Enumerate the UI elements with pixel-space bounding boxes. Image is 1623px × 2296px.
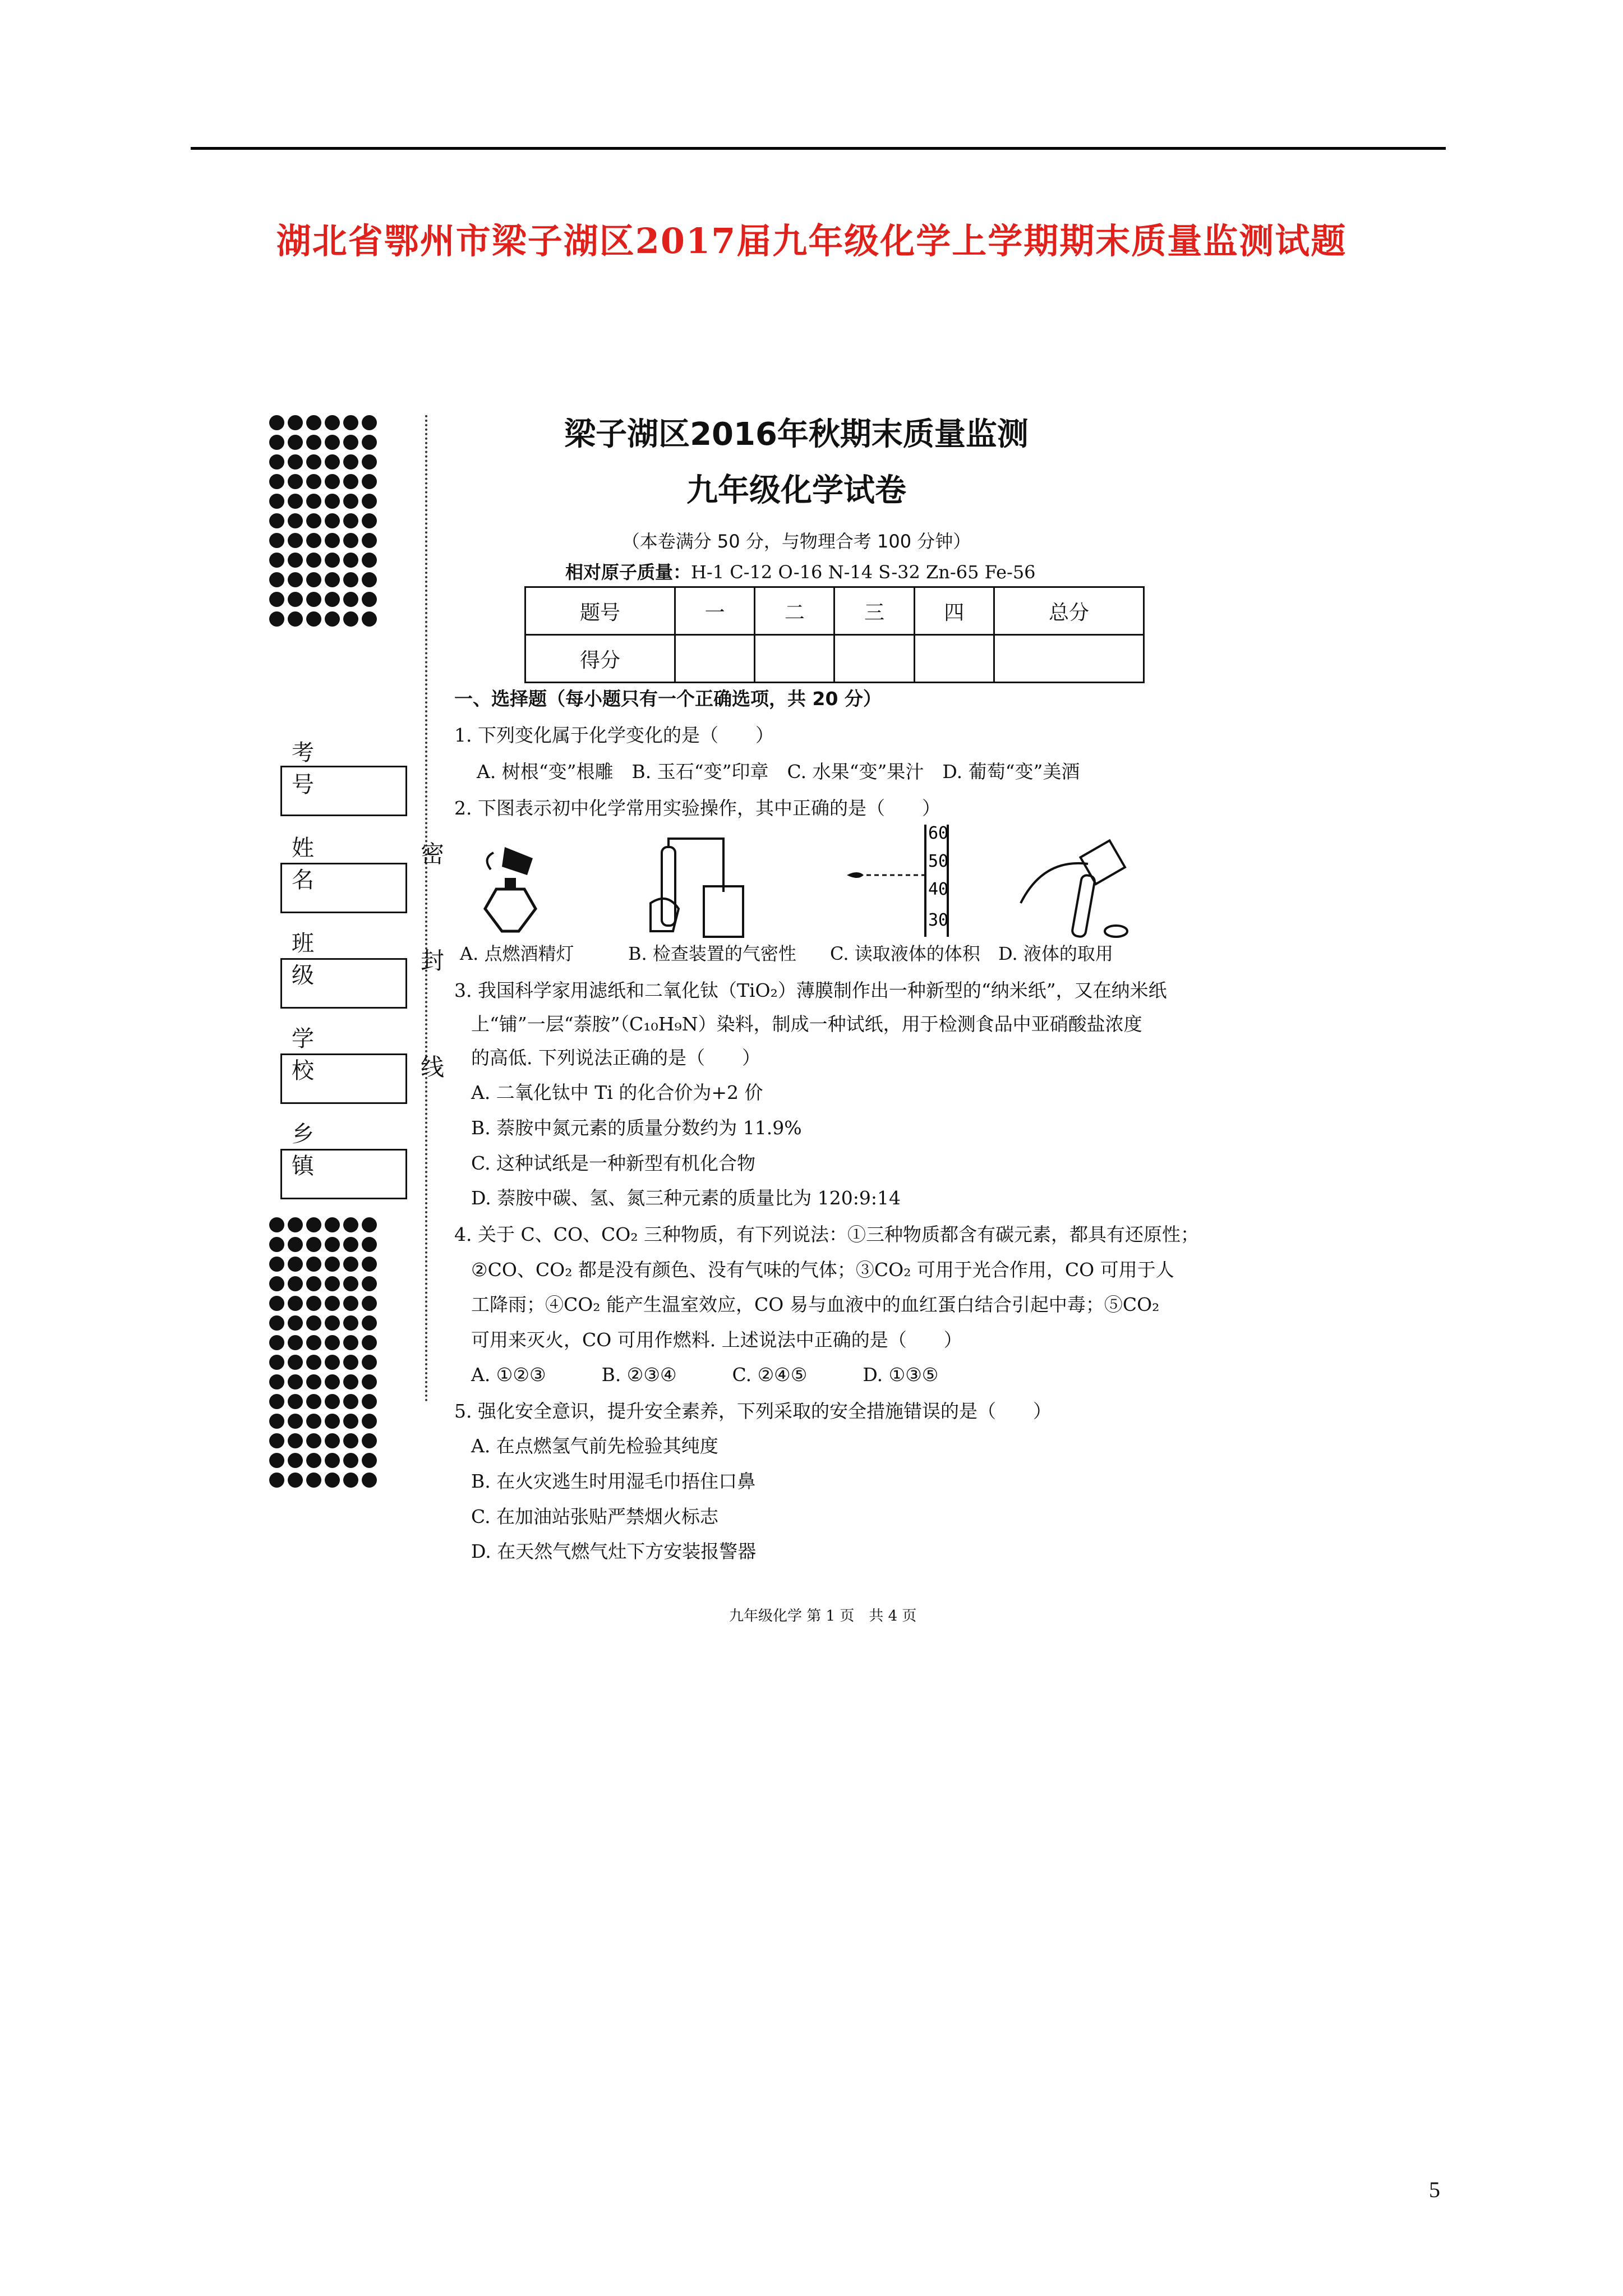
binding-dot [269,435,284,450]
score-cell: 题号 [525,587,675,635]
binding-dot [269,1433,284,1448]
binding-dot [306,553,321,568]
document-title: 湖北省鄂州市梁子湖区2017届九年级化学上学期期末质量监测试题 [276,220,1347,261]
binding-dot [269,474,284,489]
binding-line [425,415,427,1402]
binding-dot [325,572,340,587]
binding-dot [288,1257,303,1272]
score-cell: 二 [755,587,834,635]
liquid-transfer-figure [1009,836,1138,942]
question-4-line-4: 可用来灭火，CO 可用作燃料. 上述说法中正确的是（ ） [471,1329,962,1351]
binding-dot [343,572,358,587]
binding-dot [288,513,303,528]
binding-dot [306,1374,321,1389]
binding-dot [306,1414,321,1429]
binding-dot [288,1296,303,1311]
binding-dot [288,572,303,587]
binding-dot [325,1355,340,1370]
binding-dot [288,1453,303,1468]
atomic-masses [565,558,1036,584]
binding-dot [288,1335,303,1350]
question-5-option-b: B. 在火灾逃生时用湿毛巾捂住口鼻 [471,1470,756,1492]
binding-dot [362,1237,377,1252]
scale-label: 60 [928,825,949,843]
binding-dot [306,611,321,627]
field-label-exam-number: 考 号 [292,740,348,798]
score-table [524,586,1145,683]
town-box[interactable] [280,1149,407,1199]
binding-dot [306,435,321,450]
binding-dot [306,1433,321,1448]
score-cell: 得分 [525,635,675,683]
question-1: 1. 下列变化属于化学变化的是（ ） [454,724,774,746]
binding-dot [269,1237,284,1252]
top-rule [191,147,1446,150]
question-3-line-1: 3. 我国科学家用滤纸和二氧化钛（TiO₂）薄膜制作出一种新型的“纳米纸”，又在纳米纸 [454,979,1167,1001]
field-label-class: 班 级 [292,931,348,988]
scale-label: 40 [928,880,949,899]
binding-dot [288,415,303,430]
seal-char-1: 密 [421,840,445,868]
binding-dot [288,435,303,450]
binding-dot [325,553,340,568]
binding-dot [343,1355,358,1370]
binding-dot [269,1355,284,1370]
binding-dot [343,611,358,627]
binding-dot [343,494,358,509]
binding-dot [269,415,284,430]
airtightness-figure [639,836,751,942]
field-label-school: 学 校 [292,1026,348,1084]
cylinder-reading-figure [841,825,953,937]
binding-dot [288,1217,303,1232]
binding-dot [269,1276,284,1291]
binding-dot [343,1276,358,1291]
question-3-line-3: 的高低. 下列说法正确的是（ ） [471,1047,760,1069]
binding-dot [306,474,321,489]
binding-dot [343,592,358,607]
binding-dot [269,1453,284,1468]
question-3-option-c: C. 这种试纸是一种新型有机化合物 [471,1152,756,1174]
binding-dot [362,1257,377,1272]
figure-caption-d: D. 液体的取用 [998,943,1113,964]
binding-dot [269,611,284,627]
binding-dot [269,454,284,470]
binding-dot [362,1453,377,1468]
binding-dot [306,1453,321,1468]
binding-dot [343,474,358,489]
binding-dot [362,513,377,528]
atomic-values: H-1 C-12 O-16 N-14 S-32 Zn-65 Fe-56 [691,562,1036,583]
question-3-option-b: B. 萘胺中氮元素的质量分数约为 11.9% [471,1117,802,1139]
binding-dot [306,1276,321,1291]
exam-title: 梁子湖区2016年秋期末质量监测 [564,416,1029,453]
binding-dot [288,1394,303,1409]
binding-dot [325,1257,340,1272]
question-4-options: A. ①②③ B. ②③④ C. ②④⑤ D. ①③⑤ [471,1364,939,1386]
binding-dot [269,1315,284,1331]
question-5-option-a: A. 在点燃氢气前先检验其纯度 [471,1435,718,1457]
class-box[interactable] [280,958,407,1009]
page-number: 5 [1429,2177,1440,2202]
question-5: 5. 强化安全意识，提升安全素养，下列采取的安全措施错误的是（ ） [454,1400,1052,1422]
binding-dot [269,1414,284,1429]
score-cell: 一 [675,587,755,635]
binding-dot [343,1335,358,1350]
question-3-option-d: D. 萘胺中碳、氢、氮三种元素的质量比为 120:9:14 [471,1187,901,1209]
question-1-options: A. 树根“变”根雕 B. 玉石“变”印章 C. 水果“变”果汁 D. 葡萄“变”美酒 [477,761,1080,783]
exam-subtitle: 九年级化学试卷 [686,472,906,509]
binding-dot [269,1374,284,1389]
binding-dot [269,1217,284,1232]
question-4-line-1: 4. 关于 C、CO、CO₂ 三种物质，有下列说法：①三种物质都含有碳元素，都具有还原性； [454,1223,1200,1245]
binding-dot [325,415,340,430]
question-4-line-2: ②CO、CO₂ 都是没有颜色、没有气味的气体；③CO₂ 可用于光合作用，CO 可用于人 [471,1259,1174,1281]
figure-caption-b: B. 检查装置的气密性 [628,943,796,964]
score-cell: 三 [834,587,914,635]
score-cell: 四 [914,587,994,635]
score-input[interactable] [834,635,914,683]
binding-dot [288,1473,303,1488]
binding-dot [325,1414,340,1429]
binding-dot [288,1414,303,1429]
binding-dot [325,1335,340,1350]
binding-dot [362,572,377,587]
binding-dot [306,494,321,509]
binding-dot [325,592,340,607]
binding-dot [288,454,303,470]
score-cell: 总分 [994,587,1144,635]
scanned-exam-page [191,393,1256,1672]
binding-dot [325,435,340,450]
binding-dot [269,553,284,568]
binding-dot [269,1473,284,1488]
binding-dot [325,1433,340,1448]
binding-dot [362,454,377,470]
binding-dot [288,1355,303,1370]
binding-dot [306,1237,321,1252]
binding-dot [362,1296,377,1311]
binding-dot [269,1296,284,1311]
binding-dot [269,1394,284,1409]
binding-dot [306,1473,321,1488]
binding-dot [362,1394,377,1409]
binding-dot [325,513,340,528]
scale-label: 50 [928,852,949,871]
binding-dot [343,1473,358,1488]
binding-dot [306,1296,321,1311]
binding-dot [288,533,303,548]
binding-dot [362,1315,377,1331]
binding-dot [325,1237,340,1252]
binding-dot [306,1315,321,1331]
binding-dot [343,1414,358,1429]
binding-dot [288,611,303,627]
binding-dot [306,454,321,470]
exam-number-box[interactable] [280,766,407,816]
question-3-line-2: 上“铺”一层“萘胺”（C₁₀H₉N）染料，制成一种试纸，用于检测食品中亚硝酸盐浓度 [471,1013,1142,1035]
binding-dot [325,494,340,509]
binding-dot [306,1217,321,1232]
binding-dot [343,1296,358,1311]
score-header-row [525,587,1144,635]
binding-dot [325,1296,340,1311]
binding-dot [325,1453,340,1468]
binding-dot [325,474,340,489]
binding-dot [343,1217,358,1232]
binding-dot [325,1315,340,1331]
binding-dot [343,435,358,450]
binding-dot [288,494,303,509]
binding-dot [343,1257,358,1272]
binding-dot [362,494,377,509]
binding-dot [362,1276,377,1291]
binding-dot [362,435,377,450]
scan-footer: 九年级化学 第 1 页 共 4 页 [729,1608,917,1625]
school-box[interactable] [280,1053,407,1104]
score-input[interactable] [994,635,1144,683]
question-5-option-d: D. 在天然气燃气灶下方安装报警器 [471,1540,757,1562]
exam-note: （本卷满分 50 分，与物理合考 100 分钟） [621,531,971,552]
binding-dot [362,533,377,548]
question-4-line-3: 工降雨；④CO₂ 能产生温室效应，CO 易与血液中的血红蛋白结合引起中毒；⑤CO₂ [471,1294,1160,1315]
binding-dot [288,1276,303,1291]
binding-dot [343,1315,358,1331]
binding-dot [288,592,303,607]
binding-dot [343,533,358,548]
field-label-name: 姓 名 [292,835,348,893]
binding-dot [306,513,321,528]
binding-dot [325,1473,340,1488]
binding-dot [306,1394,321,1409]
binding-dot [325,454,340,470]
binding-dot [288,474,303,489]
binding-dot [306,572,321,587]
binding-dot [269,494,284,509]
binding-dot [362,1355,377,1370]
section-heading: 一、选择题（每小题只有一个正确选项，共 20 分） [454,688,882,710]
binding-dot [269,513,284,528]
binding-dot [362,1414,377,1429]
binding-dot [325,1394,340,1409]
score-input[interactable] [675,635,755,683]
binding-dot [343,1433,358,1448]
binding-dot [362,553,377,568]
binding-dot [362,1335,377,1350]
binding-dot [362,415,377,430]
binding-dot [288,1374,303,1389]
binding-dot [269,533,284,548]
binding-dots-bottom [269,1217,381,1492]
binding-dot [325,1217,340,1232]
binding-dot [288,1433,303,1448]
binding-dot [306,1335,321,1350]
binding-dot [362,611,377,627]
binding-dot [343,1237,358,1252]
binding-dot [306,533,321,548]
binding-dots-top [269,415,381,631]
binding-dot [325,1374,340,1389]
binding-dot [362,474,377,489]
binding-dot [269,1257,284,1272]
binding-dot [306,1355,321,1370]
name-box[interactable] [280,863,407,913]
score-input[interactable] [914,635,994,683]
binding-dot [362,592,377,607]
binding-dot [362,1433,377,1448]
alcohol-lamp-figure [471,836,566,937]
binding-dot [343,513,358,528]
question-2: 2. 下图表示初中化学常用实验操作，其中正确的是（ ） [454,797,940,819]
scale-label: 30 [928,910,949,930]
atomic-label: 相对原子质量： [565,562,691,583]
question-5-option-c: C. 在加油站张贴严禁烟火标志 [471,1506,719,1527]
question-3-option-a: A. 二氧化钛中 Ti 的化合价为+2 价 [471,1082,763,1103]
binding-dot [269,572,284,587]
score-value-row [525,635,1144,683]
binding-dot [343,1394,358,1409]
binding-dot [325,1276,340,1291]
binding-dot [288,553,303,568]
seal-char-3: 线 [421,1053,445,1081]
binding-dot [306,592,321,607]
binding-dot [288,1315,303,1331]
binding-dot [343,454,358,470]
binding-dot [325,533,340,548]
binding-dot [288,1237,303,1252]
binding-dot [343,415,358,430]
binding-dot [343,1453,358,1468]
binding-dot [325,611,340,627]
field-label-town: 乡 镇 [292,1121,348,1179]
binding-dot [269,592,284,607]
binding-dot [362,1217,377,1232]
figure-caption-a: A. 点燃酒精灯 [460,943,574,964]
binding-dot [269,1335,284,1350]
binding-dot [306,1257,321,1272]
binding-dot [306,415,321,430]
binding-dot [343,1374,358,1389]
score-input[interactable] [755,635,834,683]
binding-dot [362,1473,377,1488]
binding-dot [343,553,358,568]
seal-char-2: 封 [421,947,445,974]
binding-dot [362,1374,377,1389]
figure-caption-c: C. 读取液体的体积 [830,943,980,964]
